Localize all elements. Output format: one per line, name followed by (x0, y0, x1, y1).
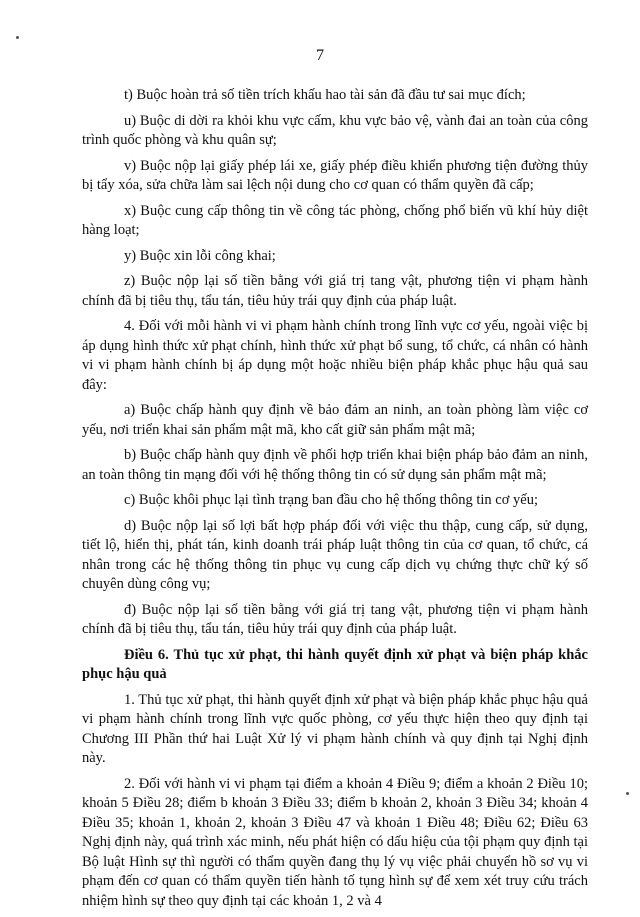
paragraph-item-d: d) Buộc nộp lại số lợi bất hợp pháp đối với việc thu thập, cung cấp, sử dụng, tiết lộ, hiển thị, phát tán, kinh doanh trái pháp luật thông tin của cơ quan, tổ chức, cá nhân trong các hệ thống thông tin phục vụ cung cấp dịch vụ chứng thực chữ ký số chuyên dùng công vụ; (82, 517, 588, 592)
article-6-heading: Điều 6. Thủ tục xử phạt, thi hành quyết định xử phạt và biện pháp khắc phục hậu quả (82, 646, 588, 682)
paragraph-item-t: t) Buộc hoàn trả số tiền trích khấu hao tài sản đã đầu tư sai mục đích; (124, 87, 526, 103)
paragraph-article-6-clause-2: 2. Đối với hành vi vi phạm tại điểm a khoản 4 Điều 9; điểm a khoản 2 Điều 10; khoản 5 Điều 28; điểm b khoản 3 Điều 33; điểm b khoản 2, khoản 3 Điều 34; khoản 4 Điều 35; khoản 1, khoản 2, khoản 3 Điều 47 và khoản 1 Điều 48; Điều 62; Điều 63 Nghị định này, quá trình xác minh, nếu phát hiện có dấu hiệu của tội phạm quy định tại Bộ luật Hình sự thì người có thẩm quyền đang thụ lý vụ việc phải chuyển hồ sơ vụ vi phạm đến cơ quan có thẩm quyền tiến hành tố tụng hình sự để xem xét truy cứu trách nhiệm hình sự theo quy định tại các khoản 1, 2 và 4 (82, 775, 588, 909)
paragraph-article-6-clause-1: 1. Thủ tục xử phạt, thi hành quyết định xử phạt và biện pháp khắc phục hậu quả vi phạm hành chính trong lĩnh vực quốc phòng, cơ yếu thực hiện theo quy định tại Chương III Phần thứ hai Luật Xử lý vi phạm hành chính và quy định tại Nghị định này. (82, 691, 588, 766)
paragraph-item-dd: đ) Buộc nộp lại số tiền bằng với giá trị tang vật, phương tiện vi phạm hành chính đã bị tiêu thụ, tẩu tán, tiêu hủy trái quy định của pháp luật. (82, 601, 588, 637)
page-number: 7 (316, 47, 324, 64)
scan-speck (16, 36, 19, 39)
paragraph-item-b: b) Buộc chấp hành quy định về phối hợp triển khai biện pháp bảo đảm an ninh, an toàn thông tin mạng đối với hệ thống thông tin có sử dụng sản phẩm mật mã; (82, 447, 588, 483)
paragraph-item-v: v) Buộc nộp lại giấy phép lái xe, giấy phép điều khiển phương tiện đường thủy bị tẩy xóa, sửa chữa làm sai lệch nội dung cho cơ quan có thẩm quyền đã cấp; (82, 157, 588, 193)
paragraph-item-u: u) Buộc di dời ra khỏi khu vực cấm, khu vực bảo vệ, vành đai an toàn của công trình quốc phòng và khu quân sự; (82, 112, 588, 148)
document-body (82, 86, 588, 917)
paragraph-item-c: c) Buộc khôi phục lại tình trạng ban đầu cho hệ thống thông tin cơ yếu; (124, 492, 538, 508)
paragraph-item-y: y) Buộc xin lỗi công khai; (124, 247, 276, 264)
paragraph-item-a: a) Buộc chấp hành quy định về bảo đảm an ninh, an toàn phòng làm việc cơ yếu, nơi triển khai sản phẩm mật mã, kho cất giữ sản phẩm mật mã; (82, 402, 588, 438)
paragraph-item-x: x) Buộc cung cấp thông tin về công tác phòng, chống phổ biến vũ khí hủy diệt hàng loạt; (82, 202, 588, 238)
scan-speck (626, 792, 629, 795)
paragraph-item-z: z) Buộc nộp lại số tiền bằng với giá trị tang vật, phương tiện vi phạm hành chính đã bị tiêu thụ, tẩu tán, tiêu hủy trái quy định của pháp luật. (82, 273, 588, 309)
paragraph-clause-4: 4. Đối với mỗi hành vi vi phạm hành chính trong lĩnh vực cơ yếu, ngoài việc bị áp dụng hình thức xử phạt chính, hình thức xử phạt bổ sung, tổ chức, cá nhân có hành vi vi phạm hành chính bị áp dụng một hoặc nhiều biện pháp khắc phục hậu quả sau đây: (82, 318, 588, 393)
